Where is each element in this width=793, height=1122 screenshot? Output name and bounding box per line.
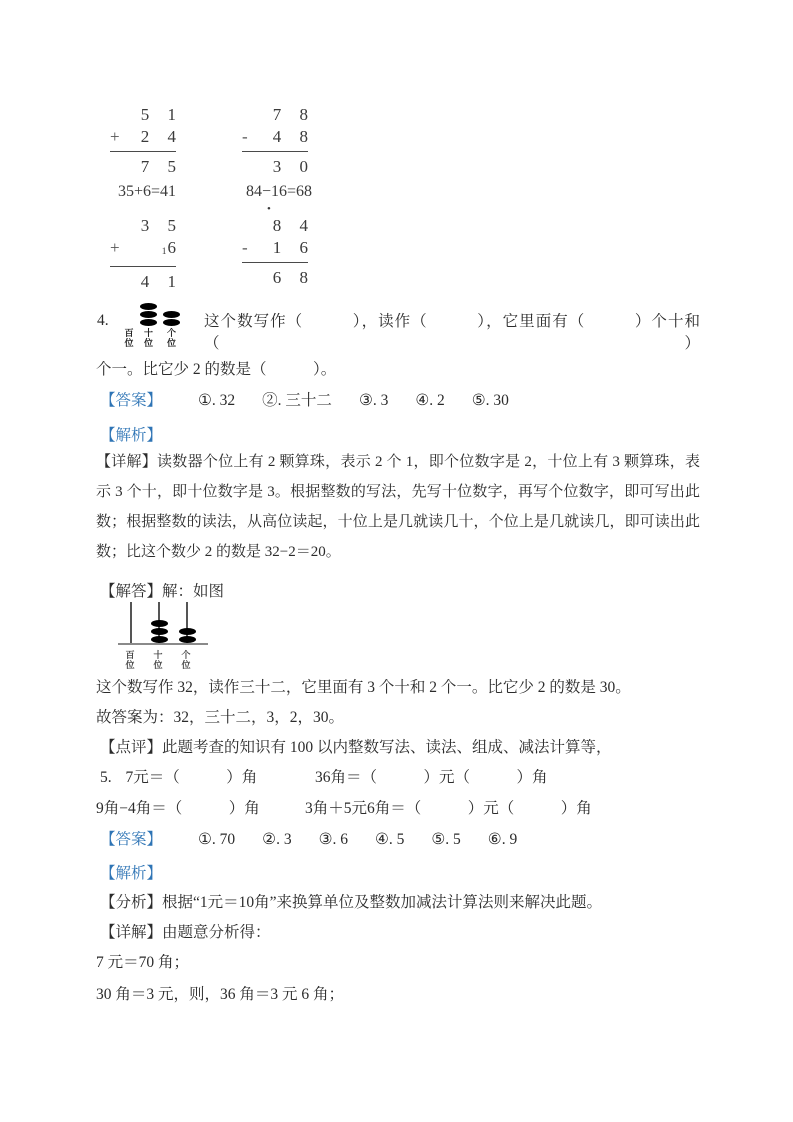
question-4-conclusion: 这个数写作 32，读作三十二，它里面有 3 个十和 2 个一。比它少 2 的数是 30。 xyxy=(96,679,631,696)
vp-result-row xyxy=(110,271,183,293)
vp-result-row xyxy=(242,267,315,289)
plus-sign: + xyxy=(110,127,120,146)
answer-item: ③. 6 xyxy=(318,831,348,848)
abacus-beads-tens xyxy=(140,301,157,326)
abacus-bead xyxy=(163,319,180,326)
question-4-solution-intro: 【解答】解：如图 xyxy=(100,583,225,600)
detail-line: 【详解】读数器个位上有 2 颗算珠，表示 2 个 1，即个位数字是 2，十位上有 3 颗算珠，表 xyxy=(96,454,700,470)
answer-item: ④. 5 xyxy=(374,831,405,848)
answer-item: ②. 3 xyxy=(262,831,292,848)
vp-op-blank xyxy=(242,104,258,126)
question-4-comment: 【点评】此题考查的知识有 100 以内整数写法、读法、组成、减法计算等， xyxy=(100,739,612,756)
abacus-label-hundreds: 百位 xyxy=(125,650,135,670)
vp-result-digits: 7 5 xyxy=(140,157,183,176)
vertical-problem-78-minus-48 xyxy=(242,104,315,178)
answer-item: ③. 3 xyxy=(358,392,389,409)
answer-label: 【答案】 xyxy=(100,831,163,848)
vp-result-row xyxy=(242,156,315,178)
analysis-label: 【解析】 xyxy=(100,427,163,444)
abacus-bead xyxy=(179,636,196,643)
vp-top-digits: 3 5 xyxy=(140,216,183,235)
abacus-bead xyxy=(151,620,168,627)
abacus-rod-hundreds xyxy=(130,602,132,643)
vp-result-digits: 6 8 xyxy=(272,268,315,287)
detail-line: 数；根据整数的读法，从高位读起，十位上是几就读几十，个位上是几就读几，即可读出此 xyxy=(96,514,700,530)
vp-second-digits: 4 8 xyxy=(272,127,315,146)
vp-op-blank xyxy=(242,267,258,289)
question-5-work-line: 30 角＝3 元，则，36 角＝3 元 6 角； xyxy=(96,986,345,1003)
abacus-bead xyxy=(140,311,157,318)
question-5-work-line: 7 元＝70 角； xyxy=(96,954,190,971)
abacus-image-question xyxy=(124,301,180,348)
vp-top-row xyxy=(110,104,183,126)
vp-op-blank xyxy=(242,215,258,237)
answer-item: ②. 三十二 xyxy=(262,392,332,409)
vp-result-digits: 3 0 xyxy=(272,157,315,176)
vp-result-digits: 4 1 xyxy=(140,272,183,291)
plus-sign: + xyxy=(110,238,120,257)
abacus-label-tens: 十位 xyxy=(143,328,153,348)
answer-item: ⑥. 9 xyxy=(487,831,518,848)
question-4-text-line2: 个一。比它少 2 的数是（ ）。 xyxy=(96,361,337,378)
vp-op-blank xyxy=(110,215,126,237)
vp-op-blank xyxy=(242,156,258,178)
abacus-label-tens: 十位 xyxy=(153,650,163,670)
q5-item-4: 3角＋5元6角＝（ ）元（ ）角 xyxy=(305,800,592,817)
vertical-problem-84-minus-16 xyxy=(242,203,315,289)
abacus-column-ones xyxy=(163,301,180,348)
vp-result-row xyxy=(110,156,183,178)
vp-second-digit: 6 xyxy=(167,238,183,257)
carry-mark: 1 xyxy=(161,247,167,257)
question-4-detail xyxy=(96,447,700,567)
abacus-label-ones: 个位 xyxy=(181,650,191,670)
equation-35-plus-6: 35+6=41 xyxy=(118,183,177,200)
question-4-number: 4. xyxy=(97,312,109,329)
abacus-image-solution xyxy=(118,602,208,668)
vp-op-blank xyxy=(110,156,126,178)
abacus-column-tens xyxy=(140,301,157,348)
abacus-label-hundreds: 百位 xyxy=(124,328,134,348)
vp-top-digits: 5 1 xyxy=(140,105,183,124)
vp-second-digits: 2 4 xyxy=(140,127,183,146)
q5-item-1: 7元＝（ ）角 xyxy=(125,769,258,786)
answer-item: ⑤. 5 xyxy=(431,831,461,848)
question-5-analysis: 【分析】根据“1元＝10角”来换算单位及整数加减法计算法则来解决此题。 xyxy=(100,894,603,911)
answer-label: 【答案】 xyxy=(100,392,163,409)
vp-second-digits: 1 6 xyxy=(272,238,315,257)
abacus-bead xyxy=(151,636,168,643)
question-4-answer-row xyxy=(100,388,509,410)
question-5-detail-intro: 【详解】由题意分析得： xyxy=(100,924,271,941)
abacus-bead xyxy=(151,628,168,635)
detail-line: 示 3 个十，即十位数字是 3。根据整数的写法，先写十位数字，再写个位数字，即可写出此 xyxy=(96,484,700,500)
vp-second-row xyxy=(110,126,183,152)
abacus-bead xyxy=(140,319,157,326)
question-5-line1 xyxy=(100,765,257,787)
vp-top-row xyxy=(242,104,315,126)
answer-item: ①. 70 xyxy=(198,831,236,848)
abacus-bead xyxy=(179,628,196,635)
vp-op-blank xyxy=(110,271,126,293)
abacus-column-hundreds xyxy=(124,301,134,348)
abacus-baseline xyxy=(118,643,208,645)
vertical-problem-35-plus-6 xyxy=(110,215,183,293)
answer-item: ④. 2 xyxy=(415,392,445,409)
answer-item: ①. 32 xyxy=(198,392,236,409)
abacus-beads-ones xyxy=(179,627,196,643)
abacus-beads-ones xyxy=(163,301,180,326)
equation-84-minus-16: 84−16=68 xyxy=(246,183,313,200)
q5-item-2: 36角＝（ ）元（ ）角 xyxy=(315,769,548,786)
question-4-text-line1: 这个数写作（ ），读作（ ），它里面有（ ）个十和（ ） xyxy=(204,313,700,352)
minus-sign: - xyxy=(242,127,248,146)
analysis-label: 【解析】 xyxy=(100,865,163,882)
vp-top-row xyxy=(110,215,183,237)
vp-top-digits: 7 8 xyxy=(272,105,315,124)
question-4-final-answer: 故答案为：32，三十二，3，2，30。 xyxy=(96,709,345,726)
question-5-number: 5. xyxy=(100,769,112,786)
borrow-dot: • xyxy=(267,203,271,215)
question-5-answer-row xyxy=(100,827,517,849)
vp-second-row xyxy=(242,237,315,263)
vp-top-row xyxy=(242,215,315,237)
abacus-bead xyxy=(163,311,180,318)
minus-sign: - xyxy=(242,238,248,257)
q5-item-3: 9角−4角＝（ ）角 xyxy=(96,800,260,817)
abacus-bead xyxy=(140,303,157,310)
vp-second-row xyxy=(242,126,315,152)
answer-item: ⑤. 30 xyxy=(471,392,509,409)
vp-op-blank xyxy=(110,104,126,126)
abacus-beads-tens xyxy=(151,619,168,643)
vp-second-digits xyxy=(126,237,183,263)
vp-second-row xyxy=(110,237,183,267)
vp-top-digits: 8 4 xyxy=(272,216,315,235)
vertical-problem-51-plus-24 xyxy=(110,104,183,178)
abacus-label-ones: 个位 xyxy=(166,328,176,348)
detail-line: 数；比这个数少 2 的数是 32−2＝20。 xyxy=(96,544,341,560)
